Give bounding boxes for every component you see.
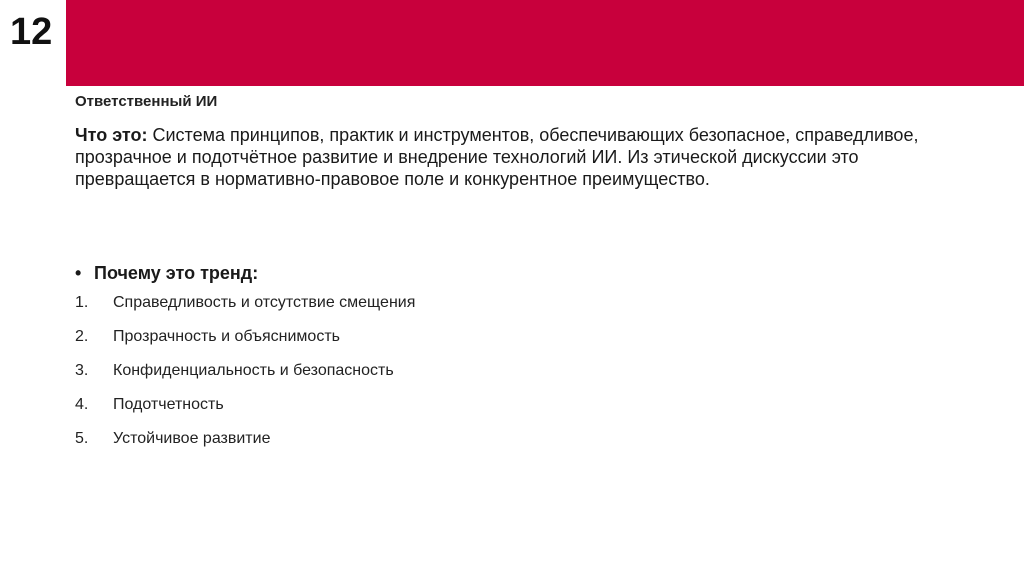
list-item-text: Подотчетность bbox=[113, 396, 224, 413]
list-item-number: 2. bbox=[75, 328, 89, 345]
header-band bbox=[66, 0, 1024, 86]
slide-heading: Ответственный ИИ bbox=[75, 93, 218, 110]
bullet-icon: • bbox=[75, 263, 82, 283]
trend-title: Почему это тренд: bbox=[94, 263, 259, 283]
list-item bbox=[75, 429, 415, 463]
intro-text: Система принципов, практик и инструментов, обеспечивающих безопасное, справедливое, прозрачное и подотчётное развитие и внедрение технологий ИИ. Из этической дискуссии это превращается в нормативно-правовое поле и конкурентное преимущество. bbox=[75, 125, 919, 189]
intro-paragraph bbox=[75, 124, 955, 190]
list-item bbox=[75, 395, 415, 429]
list-item bbox=[75, 361, 415, 395]
list-item-number: 4. bbox=[75, 396, 89, 413]
list-item-text: Конфиденциальность и безопасность bbox=[113, 362, 394, 379]
list-item-number: 3. bbox=[75, 362, 89, 379]
list-item bbox=[75, 327, 415, 361]
trend-heading bbox=[75, 262, 258, 284]
trend-list bbox=[75, 293, 415, 463]
list-item-text: Устойчивое развитие bbox=[113, 430, 271, 447]
list-item-number: 5. bbox=[75, 430, 89, 447]
slide-number: 12 bbox=[10, 11, 53, 53]
list-item bbox=[75, 293, 415, 327]
list-item-text: Прозрачность и объяснимость bbox=[113, 328, 340, 345]
list-item-number: 1. bbox=[75, 294, 89, 311]
intro-lead: Что это: bbox=[75, 125, 148, 145]
list-item-text: Справедливость и отсутствие смещения bbox=[113, 294, 416, 311]
